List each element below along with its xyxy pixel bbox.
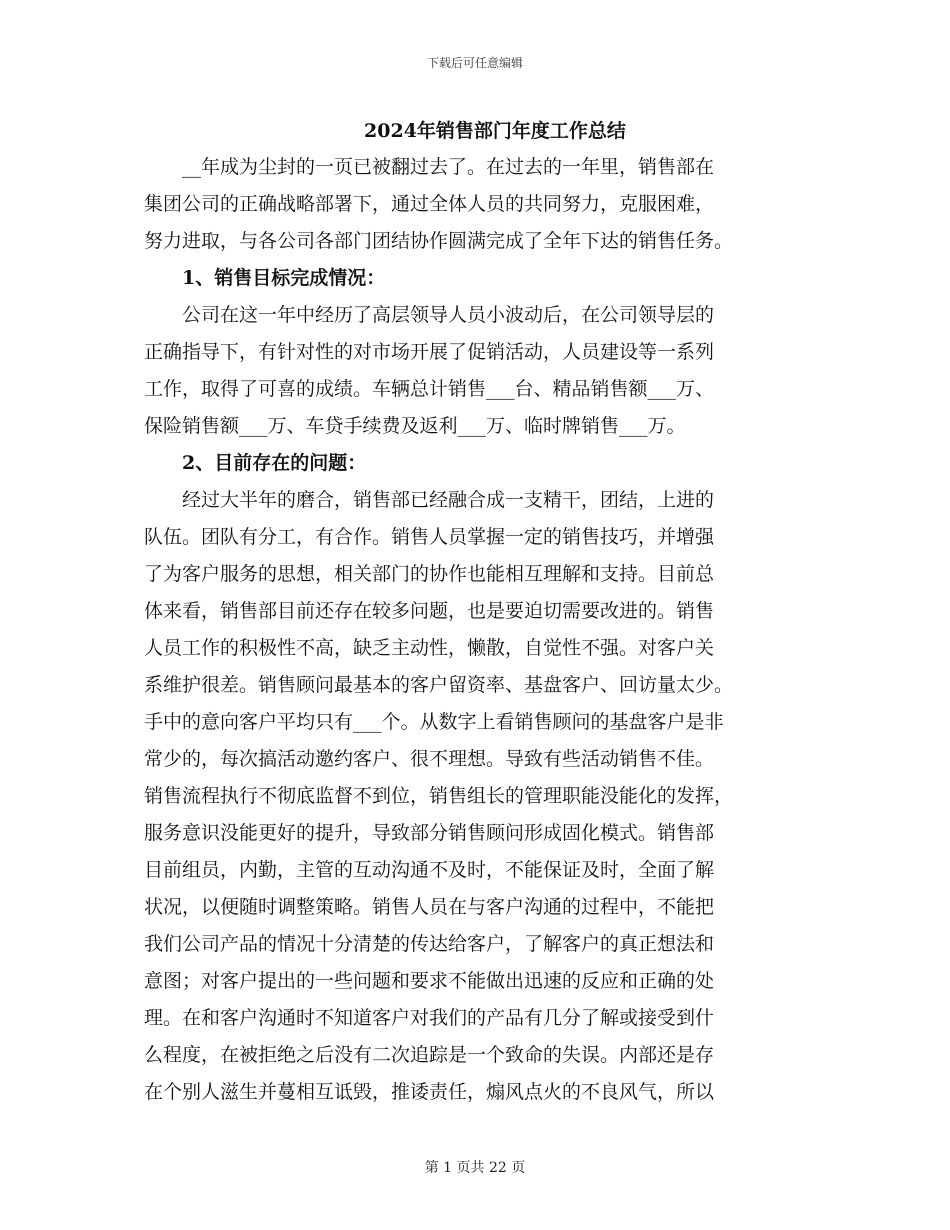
- paragraph-line: 保险销售额___万、车贷手续费及返利___万、临时牌销售___万。: [144, 415, 686, 437]
- paragraph-line: 销售流程执行不彻底监督不到位，销售组长的管理职能没能化的发挥，: [144, 785, 734, 807]
- paragraph-line: 手中的意向客户平均只有___个。从数字上看销售顾问的基盘客户是非: [144, 711, 724, 733]
- paragraph-line: 目前组员，内勤，主管的互动沟通不及时，不能保证及时，全面了解: [144, 859, 715, 881]
- paragraph-line: 在个别人滋生并蔓相互诋毁，推诿责任，煽风点火的不良风气，所以: [144, 1081, 715, 1103]
- page-footer: 第 1 页共 22 页: [424, 1160, 526, 1176]
- paragraph-line: 正确指导下，有针对性的对市场开展了促销活动，人员建设等一系列: [144, 341, 715, 363]
- paragraph-line: 状况，以便随时调整策略。销售人员在与客户沟通的过程中，不能把: [144, 896, 715, 918]
- paragraph-line: 系维护很差。销售顾问最基本的客户留资率、基盘客户、回访量太少。: [144, 674, 734, 696]
- paragraph-line: 了为客户服务的思想，相关部门的协作也能相互理解和支持。目前总: [144, 563, 715, 585]
- paragraph-line: 工作，取得了可喜的成绩。车辆总计销售___台、精品销售额___万、: [144, 378, 715, 400]
- paragraph-line: 人员工作的积极性不高，缺乏主动性，懒散，自觉性不强。对客户关: [144, 637, 715, 659]
- document-title: 2024年销售部门年度工作总结: [364, 120, 626, 142]
- paragraph-line: 意图；对客户提出的一些问题和要求不能做出迅速的反应和正确的处: [144, 970, 715, 992]
- paragraph-line: 理。在和客户沟通时不知道客户对我们的产品有几分了解或接受到什: [144, 1007, 715, 1029]
- paragraph-line: 我们公司产品的情况十分清楚的传达给客户，了解客户的真正想法和: [144, 933, 715, 955]
- paragraph-line: 么程度，在被拒绝之后没有二次追踪是一个致命的失误。内部还是存: [144, 1044, 715, 1066]
- paragraph-line: 队伍。团队有分工，有合作。销售人员掌握一定的销售技巧，并增强: [144, 526, 715, 548]
- paragraph-line: 服务意识没能更好的提升，导致部分销售顾问形成固化模式。销售部: [144, 822, 715, 844]
- paragraph-line: 努力进取，与各公司各部门团结协作圆满完成了全年下达的销售任务。: [144, 230, 734, 252]
- section-heading: 1、销售目标完成情况：: [182, 267, 386, 289]
- paragraph-line: 常少的，每次搞活动邀约客户、很不理想。导致有些活动销售不佳。: [144, 748, 715, 770]
- paragraph-line: 公司在这一年中经历了高层领导人员小波动后，在公司领导层的: [182, 304, 715, 326]
- paragraph-line: 体来看，销售部目前还存在较多问题，也是要迫切需要改进的。销售: [144, 600, 715, 622]
- paragraph-line: __年成为尘封的一页已被翻过去了。在过去的一年里，销售部在: [182, 156, 715, 178]
- paragraph-line: 经过大半年的磨合，销售部已经融合成一支精干，团结，上进的: [182, 489, 715, 511]
- section-heading: 2、目前存在的问题：: [182, 452, 367, 474]
- document-body: [144, 149, 804, 1111]
- header-note: 下载后可任意编辑: [426, 56, 523, 70]
- paragraph-line: 集团公司的正确战略部署下，通过全体人员的共同努力，克服困难，: [144, 193, 715, 215]
